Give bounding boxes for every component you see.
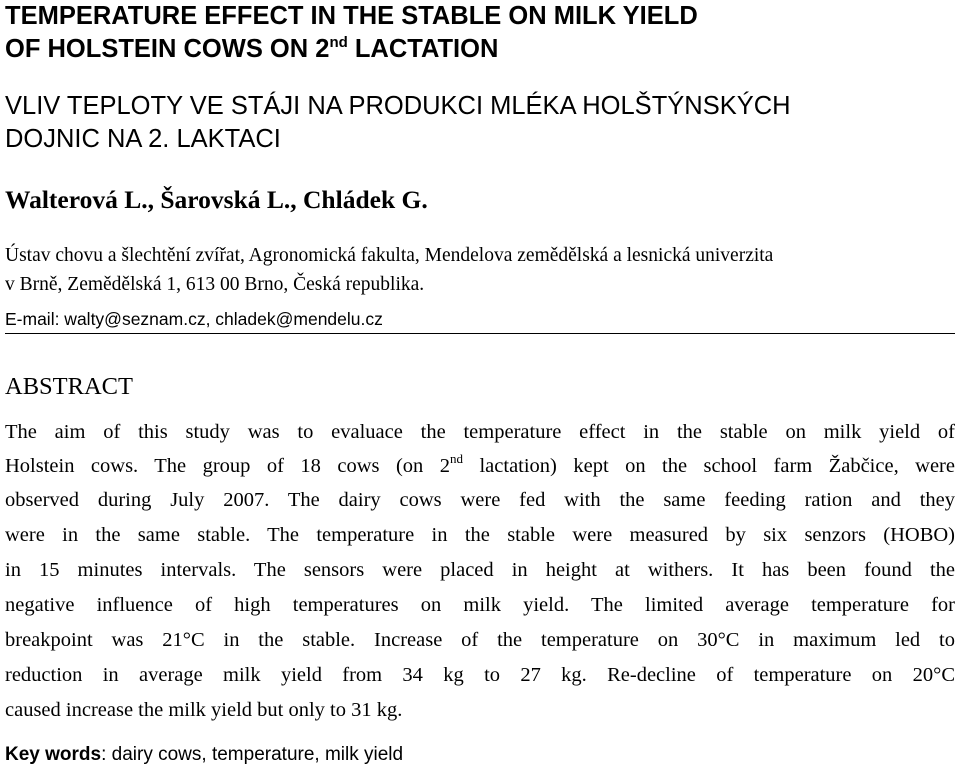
abstract-heading: ABSTRACT xyxy=(5,373,133,400)
paper-title-line-2 xyxy=(5,33,498,66)
abstract-superscript: nd xyxy=(450,451,464,466)
affiliation-line-1: Ústav chovu a šlechtění zvířat, Agronomická fakulta, Mendelova zemědělská a lesnická univerzita xyxy=(5,245,774,266)
header-divider xyxy=(5,333,955,334)
abstract-line-1: The aim of this study was to evaluace the temperature effect in the stable on milk yield of xyxy=(5,421,955,443)
czech-title-line-2: DOJNIC NA 2. LAKTACI xyxy=(5,125,281,153)
keywords xyxy=(5,742,403,768)
abstract-line-8: reduction in average milk yield from 34 kg to 27 kg. Re-decline of temperature on 20°C xyxy=(5,664,955,686)
keywords-label: Key words xyxy=(5,744,102,765)
abstract-line-6: negative influence of high temperatures on milk yield. The limited average temperature for xyxy=(5,594,955,616)
paper-title-superscript: nd xyxy=(329,34,348,51)
affiliation-line-2: v Brně, Zemědělská 1, 613 00 Brno, Česká republika. xyxy=(5,274,425,295)
paper-title-line-1: TEMPERATURE EFFECT IN THE STABLE ON MILK YIELD xyxy=(5,2,698,30)
abstract-line-2 xyxy=(5,453,955,479)
abstract-line-7: breakpoint was 21°C in the stable. Increase of the temperature on 30°C in maximum led to xyxy=(5,629,955,651)
czech-title-line-1: VLIV TEPLOTY VE STÁJI NA PRODUKCI MLÉKA HOLŠTÝNSKÝCH xyxy=(5,92,791,120)
contact-email: E-mail: walty@seznam.cz, chladek@mendelu.cz xyxy=(5,309,383,329)
abstract-line-5: in 15 minutes intervals. The sensors were placed in height at withers. It has been found the xyxy=(5,559,955,581)
abstract-line-2-pre: Holstein cows. The group of 18 cows (on 2 xyxy=(5,455,451,477)
paper-title-line-2-pre: OF HOLSTEIN COWS ON 2 xyxy=(5,35,330,63)
abstract-line-3: observed during July 2007. The dairy cows were fed with the same feeding ration and they xyxy=(5,489,955,511)
abstract-line-4: were in the same stable. The temperature in the stable were measured by six senzors (HOBO) xyxy=(5,524,955,546)
abstract-line-2-post: lactation) kept on the school farm Žabčice, were xyxy=(463,455,955,477)
paper-title-line-2-post: LACTATION xyxy=(347,35,499,63)
author-list: Walterová L., Šarovská L., Chládek G. xyxy=(5,185,428,214)
keywords-text: : dairy cows, temperature, milk yield xyxy=(101,744,404,765)
abstract-line-9: caused increase the milk yield but only to 31 kg. xyxy=(5,699,403,721)
